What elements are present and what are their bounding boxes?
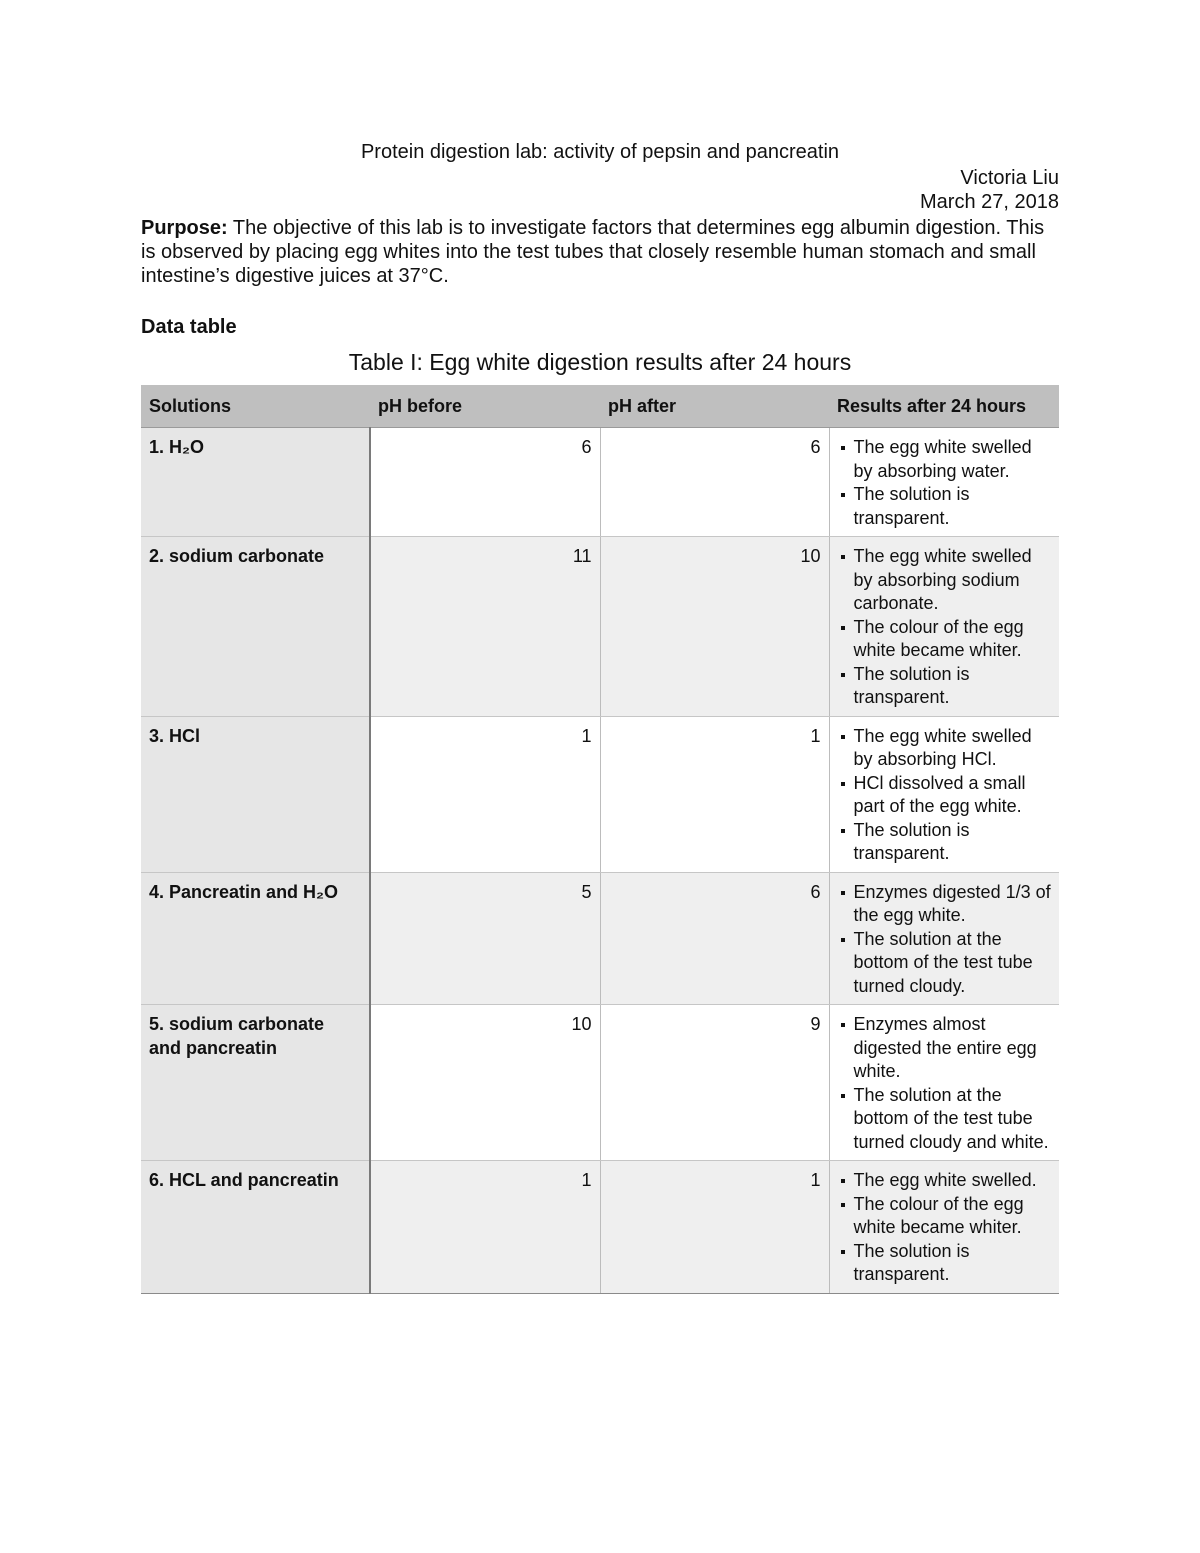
result-item: The solution at the bottom of the test tube turned cloudy. (854, 928, 1052, 999)
result-item: The colour of the egg white became whiter. (854, 616, 1052, 663)
ph-after-cell: 6 (600, 872, 829, 1005)
result-item: The egg white swelled by absorbing HCl. (854, 725, 1052, 772)
solution-cell: 2. sodium carbonate (141, 537, 370, 717)
purpose-paragraph (141, 216, 1059, 288)
table-row (141, 537, 1059, 717)
ph-before-cell: 11 (370, 537, 600, 717)
results-list (838, 545, 1052, 710)
header-ph-before: pH before (370, 385, 600, 428)
results-list (838, 1169, 1052, 1287)
ph-before-cell: 10 (370, 1005, 600, 1161)
result-item: The solution is transparent. (854, 819, 1052, 866)
result-item: Enzymes digested 1/3 of the egg white. (854, 881, 1052, 928)
ph-before-cell: 5 (370, 872, 600, 1005)
purpose-text: The objective of this lab is to investigate factors that determines egg albumin digestion. This is observed by placing egg whites into the test tubes that closely resemble human stomach and small intestine’s digestive juices at 37°C. (141, 217, 1045, 287)
ph-after-cell: 1 (600, 716, 829, 872)
result-item: The colour of the egg white became whiter. (854, 1193, 1052, 1240)
solution-cell: 4. Pancreatin and H₂O (141, 872, 370, 1005)
header-results: Results after 24 hours (829, 385, 1059, 428)
results-cell (829, 428, 1059, 537)
solution-cell: 1. H₂O (141, 428, 370, 537)
ph-before-cell: 6 (370, 428, 600, 537)
document-date: March 27, 2018 (920, 191, 1059, 213)
solution-cell: 3. HCl (141, 716, 370, 872)
result-item: The solution is transparent. (854, 1240, 1052, 1287)
table-row (141, 872, 1059, 1005)
results-list (838, 881, 1052, 999)
header-solutions: Solutions (141, 385, 370, 428)
results-cell (829, 1005, 1059, 1161)
results-list (838, 725, 1052, 866)
result-item: The solution is transparent. (854, 483, 1052, 530)
result-item: The egg white swelled by absorbing water. (854, 436, 1052, 483)
results-list (838, 436, 1052, 530)
result-item: The egg white swelled by absorbing sodium carbonate. (854, 545, 1052, 616)
author-name: Victoria Liu (960, 167, 1059, 189)
ph-before-cell: 1 (370, 716, 600, 872)
results-list (838, 1013, 1052, 1154)
purpose-label: Purpose: (141, 217, 228, 239)
result-item: The solution is transparent. (854, 663, 1052, 710)
data-table (141, 385, 1059, 1294)
ph-after-cell: 10 (600, 537, 829, 717)
solution-cell: 5. sodium carbonate and pancreatin (141, 1005, 370, 1161)
table-header-row (141, 385, 1059, 428)
result-item: Enzymes almost digested the entire egg white. (854, 1013, 1052, 1084)
result-item: The solution at the bottom of the test tube turned cloudy and white. (854, 1084, 1052, 1155)
result-item: HCl dissolved a small part of the egg white. (854, 772, 1052, 819)
table-caption: Table I: Egg white digestion results after 24 hours (348, 349, 852, 375)
table-row (141, 428, 1059, 537)
header-ph-after: pH after (600, 385, 829, 428)
solution-cell: 6. HCL and pancreatin (141, 1161, 370, 1294)
table-body (141, 428, 1059, 1294)
ph-after-cell: 9 (600, 1005, 829, 1161)
ph-after-cell: 1 (600, 1161, 829, 1294)
table-row (141, 716, 1059, 872)
result-item: The egg white swelled. (854, 1169, 1052, 1193)
results-cell (829, 716, 1059, 872)
section-title: Data table (141, 316, 237, 338)
ph-after-cell: 6 (600, 428, 829, 537)
results-cell (829, 537, 1059, 717)
results-cell (829, 1161, 1059, 1294)
table-row (141, 1005, 1059, 1161)
document-page (141, 138, 1059, 1294)
ph-before-cell: 1 (370, 1161, 600, 1294)
results-cell (829, 872, 1059, 1005)
table-row (141, 1161, 1059, 1294)
document-title: Protein digestion lab: activity of pepsin and pancreatin (360, 141, 840, 163)
